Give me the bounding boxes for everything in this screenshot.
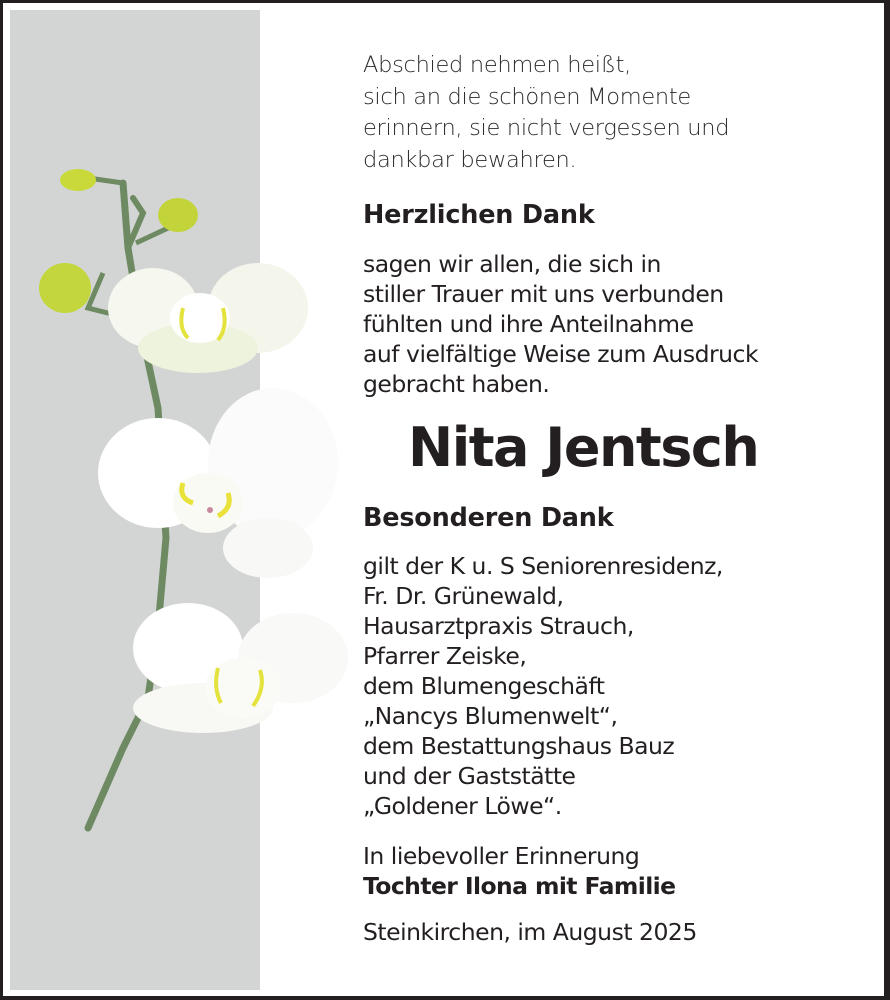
special-thanks-line: Hausarztpraxis Strauch, [363,612,634,640]
special-thanks-line: „Nancys Blumenwelt“, [363,702,618,730]
signature-family: Tochter Ilona mit Familie [363,872,676,900]
thanks-line: auf vielfältige Weise zum Ausdruck [363,340,759,368]
thanks-heading: Herzlichen Dank [363,200,595,230]
special-thanks-line: Pfarrer Zeiske, [363,642,527,670]
signature-intro: In liebevoller Erinnerung [363,842,640,870]
special-thanks-text [363,551,723,821]
place-date [363,917,697,947]
orchid-icon [28,158,348,848]
special-thanks-heading: Besonderen Dank [363,503,614,533]
obituary-card [3,3,887,996]
special-thanks-line: Fr. Dr. Grünewald, [363,582,564,610]
thanks-line: fühlten und ihre Anteilnahme [363,310,694,338]
quote-line: sich an die schönen Momente [363,83,691,110]
special-thanks-line: und der Gaststätte [363,762,576,790]
thanks-line: gebracht haben. [363,370,550,398]
thanks-line: stiller Trauer mit uns verbunden [363,280,724,308]
special-thanks-line: dem Bestattungshaus Bauz [363,732,675,760]
special-thanks-line: gilt der K u. S Seniorenresidenz, [363,552,723,580]
special-thanks-line: dem Blumengeschäft [363,672,605,700]
quote-line: erinnern, sie nicht vergessen und [363,115,730,141]
thanks-line: sagen wir allen, die sich in [363,250,661,278]
place-date-text: Steinkirchen, im August 2025 [363,918,697,946]
quote-line: dankbar bewahren. [363,146,577,173]
thanks-text [363,249,758,399]
opening-quote [363,50,729,176]
quote-line: Abschied nehmen heißt, [363,52,632,78]
deceased-name: Nita Jentsch [408,416,759,479]
special-thanks-line: „Goldener Löwe“. [363,792,562,820]
signature-block [363,841,675,901]
